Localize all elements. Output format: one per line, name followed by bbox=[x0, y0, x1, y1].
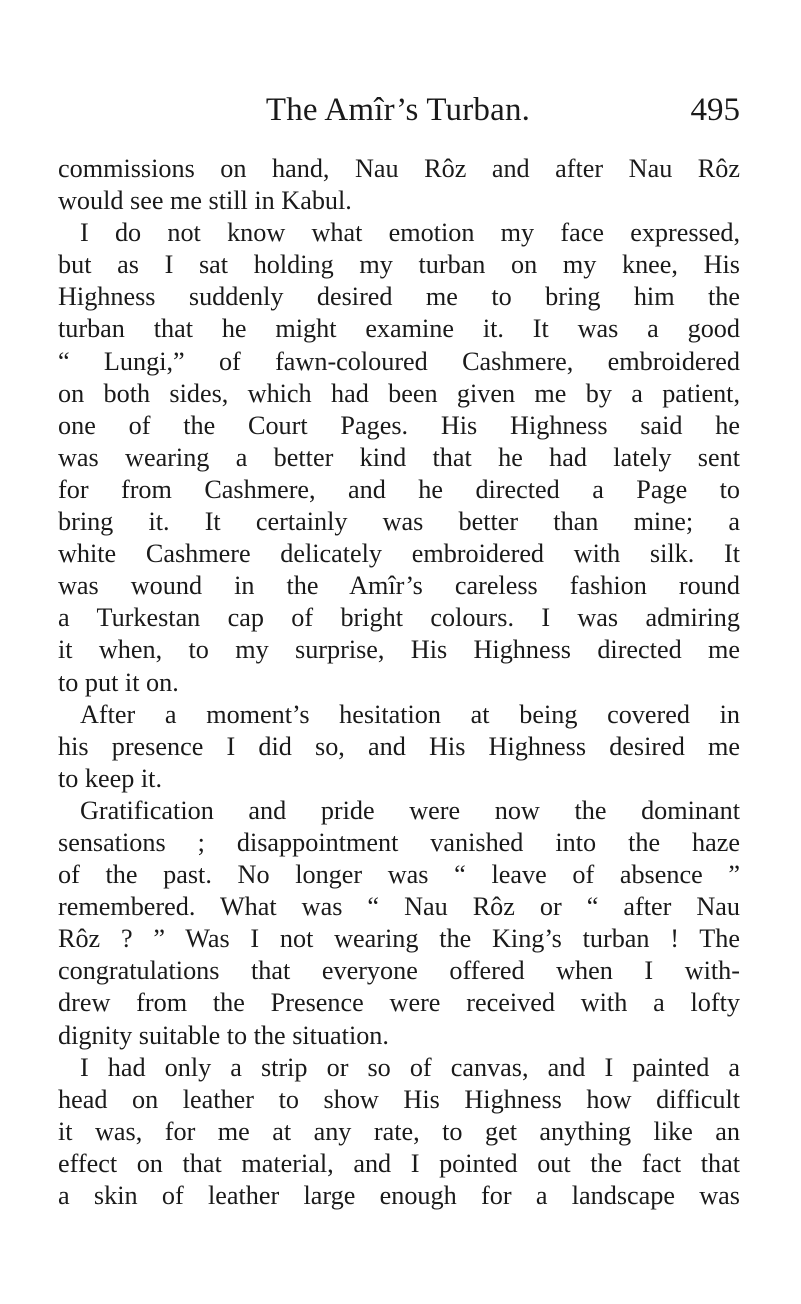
text-line: effect on that material, and I pointed out the fact that bbox=[58, 1148, 740, 1178]
text-line: to keep it. bbox=[58, 763, 162, 793]
text-line: of the past. No longer was “ leave of absence ” bbox=[58, 860, 740, 890]
text-line: head on leather to show His Highness how difficult bbox=[58, 1084, 740, 1114]
text-line: commissions on hand, Nau Rôz and after Nau Rôz bbox=[58, 154, 740, 183]
text-line: I had only a strip or so of canvas, and I painted a bbox=[80, 1052, 740, 1082]
text-line: “ Lungi,” of fawn-coloured Cashmere, embroidered bbox=[58, 346, 740, 376]
text-line: it was, for me at any rate, to get anything like an bbox=[58, 1116, 740, 1146]
text-line: dignity suitable to the situation. bbox=[58, 1020, 389, 1050]
text-line: his presence I did so, and His Highness desired me bbox=[58, 731, 740, 761]
text-line: a Turkestan cap of bright colours. I was admiring bbox=[58, 603, 740, 633]
text-line: but as I sat holding my turban on my knee, His bbox=[58, 250, 740, 280]
text-line: Gratification and pride were now the dominant bbox=[80, 795, 740, 825]
text-line: Highness suddenly desired me to bring him the bbox=[58, 282, 740, 312]
text-line: would see me still in Kabul. bbox=[58, 186, 352, 216]
text-line: one of the Court Pages. His Highness said he bbox=[58, 410, 740, 440]
running-title: The Amîr’s Turban. bbox=[265, 92, 531, 128]
text-line: for from Cashmere, and he directed a Page to bbox=[58, 474, 740, 504]
page-number: 495 bbox=[690, 92, 740, 128]
text-line: After a moment’s hesitation at being covered in bbox=[80, 699, 740, 729]
text-line: white Cashmere delicately embroidered with silk. It bbox=[58, 539, 740, 569]
body-text bbox=[58, 153, 740, 1212]
text-line: on both sides, which had been given me by a patient, bbox=[58, 378, 740, 408]
text-line: was wearing a better kind that he had lately sent bbox=[58, 442, 740, 472]
text-line: remembered. What was “ Nau Rôz or “ after Nau bbox=[58, 892, 740, 922]
running-head bbox=[58, 88, 738, 132]
text-line: congratulations that everyone offered when I with- bbox=[58, 956, 740, 986]
text-line: to put it on. bbox=[58, 667, 179, 697]
text-line: bring it. It certainly was better than mine; a bbox=[58, 507, 740, 537]
text-line: it when, to my surprise, His Highness directed me bbox=[58, 635, 740, 665]
text-line: drew from the Presence were received with a lofty bbox=[58, 988, 740, 1018]
text-line: was wound in the Amîr’s careless fashion round bbox=[58, 571, 740, 601]
text-line: Rôz ? ” Was I not wearing the King’s turban ! The bbox=[58, 924, 740, 954]
text-line: sensations ; disappointment vanished into the haze bbox=[58, 827, 740, 857]
text-line: a skin of leather large enough for a landscape was bbox=[58, 1181, 740, 1210]
text-line: turban that he might examine it. It was a good bbox=[58, 314, 740, 344]
text-line: I do not know what emotion my face expressed, bbox=[80, 218, 740, 248]
